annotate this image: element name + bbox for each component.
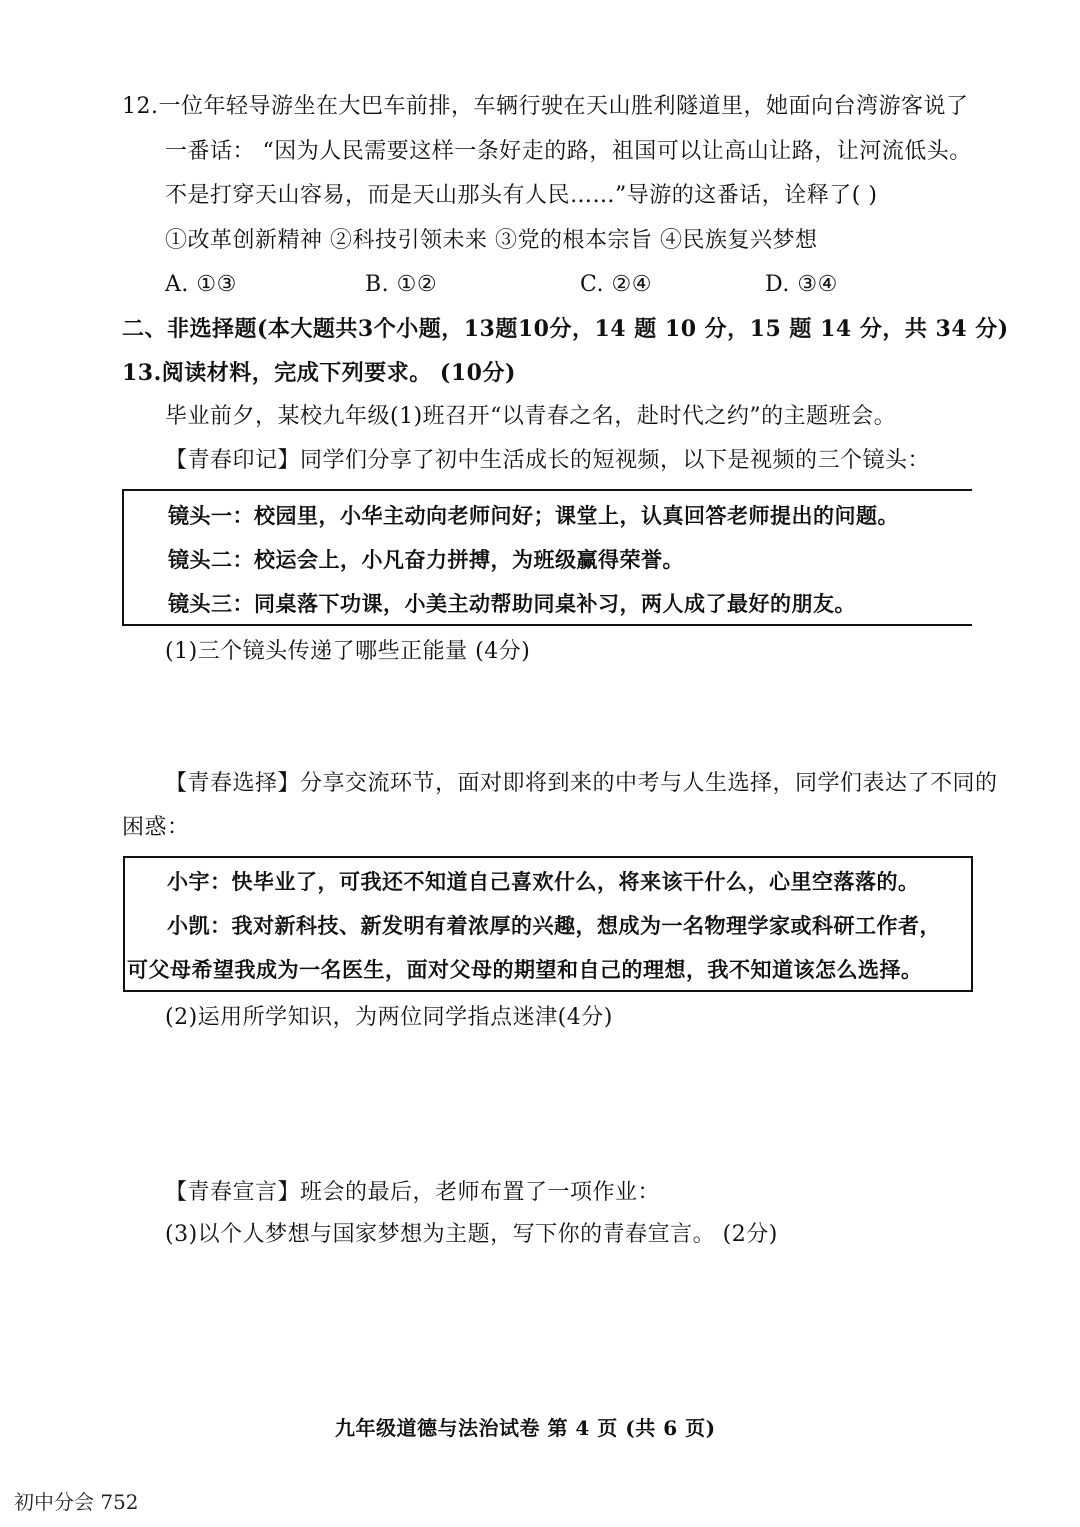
- xiaokai-text-1: 小凯：我对新科技、新发明有着浓厚的兴趣，想成为一名物理学家或科研工作者，: [167, 913, 941, 938]
- q12-line2: 一番话： “因为人民需要这样一条好走的路，祖国可以让高山让路，让河流低头。: [165, 139, 972, 164]
- material-box-shots: [122, 489, 972, 626]
- q12-line3: 不是打穿天山容易，而是天山那头有人民……”导游的这番话，诠释了( ): [165, 183, 878, 208]
- q13-intro: 毕业前夕，某校九年级(1)班召开“以青春之名，赴时代之约”的主题班会。: [165, 404, 897, 429]
- q12-statements: ①改革创新精神 ②科技引领未来 ③党的根本宗旨 ④民族复兴梦想: [165, 228, 818, 253]
- xiaokai-text-2: 可父母希望我成为一名医生，面对父母的期望和自己的理想，我不知道该怎么选择。: [127, 957, 923, 982]
- part1-lead: 【青春印记】同学们分享了初中生活成长的短视频，以下是视频的三个镜头：: [165, 448, 931, 473]
- q12-line1: 12.一位年轻导游坐在大巴车前排，车辆行驶在天山胜利隧道里，她面向台湾游客说了: [122, 94, 969, 119]
- option-b[interactable]: B. ①②: [365, 272, 438, 297]
- part2-lead-a: 【青春选择】分享交流环节，面对即将到来的中考与人生选择，同学们表达了不同的: [165, 771, 998, 796]
- q13-title: 13.阅读材料，完成下列要求。 (10分): [122, 360, 516, 386]
- part2-lead-b: 困惑：: [122, 815, 190, 840]
- material-box-confusions: [123, 856, 973, 992]
- xiaoyu-text: 小宇：快毕业了，可我还不知道自己喜欢什么，将来该干什么，心里空落落的。: [167, 869, 920, 894]
- q13-sub2: (2)运用所学知识，为两位同学指点迷津(4分): [165, 1005, 613, 1030]
- q13-sub1: (1)三个镜头传递了哪些正能量 (4分): [165, 639, 531, 664]
- shot-1: 镜头一：校园里，小华主动向老师问好；课堂上，认真回答老师提出的问题。: [168, 503, 899, 528]
- q13-sub3: (3)以个人梦想与国家梦想为主题，写下你的青春宣言。 (2分): [165, 1222, 778, 1247]
- part3-lead: 【青春宣言】班会的最后，老师布置了一项作业：: [165, 1180, 661, 1205]
- section2-heading: 二、非选择题(本大题共3个小题，13题10分，14 题 10 分，15 题 14 分，共 34 分): [122, 316, 1009, 342]
- shot-2: 镜头二：校运会上，小凡奋力拼搏，为班级赢得荣誉。: [168, 547, 684, 572]
- option-d[interactable]: D. ③④: [765, 272, 838, 297]
- option-c[interactable]: C. ②④: [580, 272, 652, 297]
- page-footer: 九年级道德与法治试卷 第 4 页 (共 6 页): [335, 1416, 716, 1440]
- shot-3: 镜头三：同桌落下功课，小美主动帮助同桌补习，两人成了最好的朋友。: [168, 591, 856, 616]
- watermark-text: 初中分会 752: [14, 1490, 139, 1514]
- option-a[interactable]: A. ①③: [165, 272, 237, 297]
